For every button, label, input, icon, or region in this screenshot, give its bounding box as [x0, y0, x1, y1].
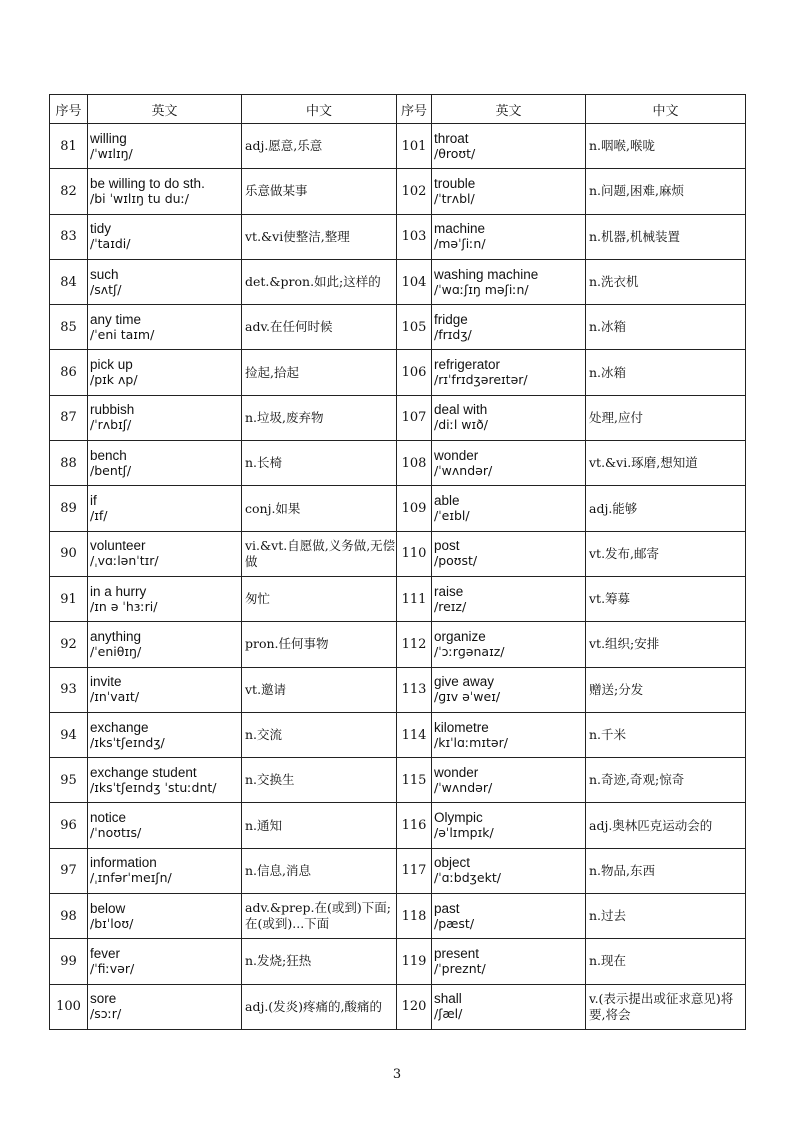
entry-word: rubbish — [90, 402, 135, 418]
entry-word: tidy — [90, 221, 112, 237]
entry-chinese: n.咽喉,喉咙 — [586, 124, 746, 169]
entry-number: 95 — [50, 758, 88, 803]
entry-english — [88, 259, 242, 304]
entry-number: 107 — [397, 395, 432, 440]
entry-phonetic: /ˈtrʌbl/ — [434, 190, 475, 206]
entry-english — [88, 214, 242, 259]
entry-word: past — [434, 900, 460, 916]
entry-chinese: pron.任何事物 — [242, 622, 397, 667]
entry-chinese: n.垃圾,废弃物 — [242, 395, 397, 440]
table-row — [50, 758, 746, 803]
header-num-right: 序号 — [397, 95, 432, 124]
entry-number: 100 — [50, 984, 88, 1029]
entry-phonetic: /poʊst/ — [434, 553, 478, 569]
entry-english — [432, 758, 586, 803]
entry-number: 87 — [50, 395, 88, 440]
entry-number: 99 — [50, 939, 88, 984]
entry-chinese: 乐意做某事 — [242, 169, 397, 214]
entry-chinese: adj.奥林匹克运动会的 — [586, 803, 746, 848]
entry-phonetic: /ˈrʌbɪʃ/ — [90, 417, 132, 433]
entry-english — [432, 214, 586, 259]
entry-chinese: n.现在 — [586, 939, 746, 984]
table-row — [50, 169, 746, 214]
entry-phonetic: /rɪˈfrɪdʒəreɪtər/ — [434, 372, 528, 388]
entry-chinese: n.发烧;狂热 — [242, 939, 397, 984]
entry-chinese: vi.&vt.自愿做,义务做,无偿做 — [242, 531, 397, 576]
entry-number: 82 — [50, 169, 88, 214]
entry-phonetic: /sɔːr/ — [90, 1006, 122, 1022]
entry-chinese: n.冰箱 — [586, 350, 746, 395]
header-english-left: 英文 — [88, 95, 242, 124]
table-row — [50, 305, 746, 350]
entry-word: any time — [90, 311, 142, 327]
entry-phonetic: /ˈnoʊtɪs/ — [90, 825, 142, 841]
entry-chinese: n.通知 — [242, 803, 397, 848]
entry-english — [88, 124, 242, 169]
entry-phonetic: /θroʊt/ — [434, 145, 476, 161]
entry-number: 97 — [50, 848, 88, 893]
entry-word: present — [434, 945, 480, 961]
entry-phonetic: /ˌɪnfərˈmeɪʃn/ — [90, 870, 172, 886]
entry-chinese: 处理,应付 — [586, 395, 746, 440]
entry-word: kilometre — [434, 719, 489, 735]
entry-chinese: adv.&prep.在(或到)下面;在(或到)...下面 — [242, 894, 397, 939]
entry-phonetic: /frɪdʒ/ — [434, 326, 472, 342]
entry-number: 85 — [50, 305, 88, 350]
table-row — [50, 124, 746, 169]
entry-english — [432, 894, 586, 939]
entry-english — [432, 169, 586, 214]
entry-chinese: n.长椅 — [242, 441, 397, 486]
entry-number: 115 — [397, 758, 432, 803]
entry-word: give away — [434, 674, 495, 690]
entry-chinese: vt.&vi.琢磨,想知道 — [586, 441, 746, 486]
table-row — [50, 259, 746, 304]
entry-word: trouble — [434, 175, 476, 191]
entry-phonetic: /reɪz/ — [434, 598, 467, 614]
entry-word: object — [434, 855, 471, 871]
table-row — [50, 441, 746, 486]
entry-word: machine — [434, 221, 486, 237]
entry-english — [432, 486, 586, 531]
entry-phonetic: /ˈɔːrɡənaɪz/ — [434, 643, 505, 659]
entry-chinese: vt.筹募 — [586, 576, 746, 621]
entry-word: pick up — [90, 357, 133, 373]
entry-chinese: adj.(发炎)疼痛的,酸痛的 — [242, 984, 397, 1029]
entry-english — [432, 531, 586, 576]
entry-word: sore — [90, 991, 117, 1007]
entry-chinese: n.机器,机械装置 — [586, 214, 746, 259]
entry-english — [432, 803, 586, 848]
entry-chinese: n.过去 — [586, 894, 746, 939]
entry-chinese: n.信息,消息 — [242, 848, 397, 893]
table-row — [50, 576, 746, 621]
entry-chinese: n.物品,东西 — [586, 848, 746, 893]
entry-phonetic: /ʃæl/ — [434, 1006, 463, 1022]
table-row — [50, 803, 746, 848]
entry-word: invite — [90, 674, 122, 690]
entry-number: 112 — [397, 622, 432, 667]
entry-number: 117 — [397, 848, 432, 893]
entry-phonetic: /məˈʃiːn/ — [434, 236, 486, 252]
entry-number: 89 — [50, 486, 88, 531]
entry-english — [88, 712, 242, 757]
entry-number: 120 — [397, 984, 432, 1029]
page-number: 3 — [392, 1067, 402, 1082]
entry-english — [432, 984, 586, 1029]
entry-english — [432, 622, 586, 667]
entry-phonetic: /əˈlɪmpɪk/ — [434, 825, 494, 841]
entry-chinese: v.(表示提出或征求意见)将要,将会 — [586, 984, 746, 1029]
entry-chinese: adv.在任何时候 — [242, 305, 397, 350]
entry-word: exchange — [90, 719, 149, 735]
entry-phonetic: /pɪk ʌp/ — [90, 372, 138, 388]
entry-chinese: vt.邀请 — [242, 667, 397, 712]
entry-word: washing machine — [434, 266, 539, 282]
entry-word: raise — [434, 583, 464, 599]
entry-number: 113 — [397, 667, 432, 712]
entry-english — [88, 350, 242, 395]
entry-word: wonder — [434, 447, 479, 463]
entry-word: able — [434, 493, 460, 509]
table-row — [50, 622, 746, 667]
entry-chinese: 捡起,拾起 — [242, 350, 397, 395]
table-row — [50, 395, 746, 440]
entry-word: willing — [90, 130, 127, 146]
table-row — [50, 531, 746, 576]
entry-phonetic: /diːl wɪð/ — [434, 417, 489, 433]
entry-phonetic: /ˈeniθɪŋ/ — [90, 643, 142, 659]
entry-word: notice — [90, 810, 127, 826]
entry-phonetic: /pæst/ — [434, 915, 475, 931]
entry-english — [432, 305, 586, 350]
entry-word: organize — [434, 628, 486, 644]
entry-chinese: adj.能够 — [586, 486, 746, 531]
entry-phonetic: /ˈwʌndər/ — [434, 779, 493, 795]
entry-english — [432, 848, 586, 893]
entry-english — [88, 486, 242, 531]
entry-english — [88, 939, 242, 984]
entry-english — [432, 350, 586, 395]
entry-number: 116 — [397, 803, 432, 848]
table-row — [50, 214, 746, 259]
table-row — [50, 984, 746, 1029]
entry-phonetic: /ɪksˈtʃeɪndʒ/ — [90, 734, 165, 750]
entry-english — [432, 576, 586, 621]
entry-word: fridge — [434, 311, 468, 327]
entry-phonetic: /ˈwʌndər/ — [434, 462, 493, 478]
entry-phonetic: /ˈeni taɪm/ — [90, 326, 155, 342]
entry-phonetic: /sʌtʃ/ — [90, 281, 122, 297]
entry-english — [88, 803, 242, 848]
entry-english — [88, 667, 242, 712]
table-row — [50, 486, 746, 531]
entry-chinese: n.千米 — [586, 712, 746, 757]
entry-word: Olympic — [434, 810, 483, 826]
entry-number: 101 — [397, 124, 432, 169]
entry-phonetic: /ˈfiːvər/ — [90, 960, 135, 976]
entry-phonetic: /ɪksˈtʃeɪndʒ ˈstuːdnt/ — [90, 779, 217, 795]
entry-chinese: det.&pron.如此;这样的 — [242, 259, 397, 304]
entry-english — [88, 894, 242, 939]
entry-word: volunteer — [90, 538, 146, 554]
entry-chinese: adj.愿意,乐意 — [242, 124, 397, 169]
entry-number: 92 — [50, 622, 88, 667]
entry-word: refrigerator — [434, 357, 501, 373]
entry-phonetic: /kɪˈlɑːmɪtər/ — [434, 734, 508, 750]
entry-word: in a hurry — [90, 583, 147, 599]
vocabulary-table — [49, 94, 746, 1030]
entry-word: below — [90, 900, 126, 916]
entry-phonetic: /ˌvɑːlənˈtɪr/ — [90, 553, 159, 569]
entry-chinese: n.问题,困难,麻烦 — [586, 169, 746, 214]
entry-number: 93 — [50, 667, 88, 712]
entry-english — [88, 395, 242, 440]
entry-number: 119 — [397, 939, 432, 984]
entry-number: 83 — [50, 214, 88, 259]
header-english-right: 英文 — [432, 95, 586, 124]
entry-word: such — [90, 266, 119, 282]
entry-chinese: vt.发布,邮寄 — [586, 531, 746, 576]
entry-english — [88, 169, 242, 214]
entry-chinese: vt.&vi使整洁,整理 — [242, 214, 397, 259]
entry-chinese: n.冰箱 — [586, 305, 746, 350]
entry-number: 102 — [397, 169, 432, 214]
entry-word: be willing to do sth. — [90, 175, 205, 191]
entry-phonetic: /bɪˈloʊ/ — [90, 915, 134, 931]
entry-english — [432, 441, 586, 486]
entry-number: 94 — [50, 712, 88, 757]
entry-phonetic: /ɪnˈvaɪt/ — [90, 689, 140, 705]
table-row — [50, 350, 746, 395]
entry-word: shall — [434, 991, 462, 1007]
entry-phonetic: /bi ˈwɪlɪŋ tu duː/ — [90, 190, 189, 206]
entry-chinese: n.奇迹,奇观;惊奇 — [586, 758, 746, 803]
entry-english — [432, 667, 586, 712]
entry-number: 110 — [397, 531, 432, 576]
entry-word: post — [434, 538, 460, 554]
header-chinese-right: 中文 — [586, 95, 746, 124]
entry-number: 105 — [397, 305, 432, 350]
entry-chinese: n.交流 — [242, 712, 397, 757]
table-row — [50, 712, 746, 757]
entry-phonetic: /ɡɪv əˈweɪ/ — [434, 689, 501, 705]
table-row — [50, 848, 746, 893]
entry-english — [432, 939, 586, 984]
entry-phonetic: /ˈtaɪdi/ — [90, 236, 131, 252]
entry-phonetic: /bentʃ/ — [90, 462, 132, 478]
entry-chinese: conj.如果 — [242, 486, 397, 531]
entry-word: fever — [90, 945, 121, 961]
entry-phonetic: /ˈpreznt/ — [434, 960, 486, 976]
entry-word: anything — [90, 628, 142, 644]
entry-number: 86 — [50, 350, 88, 395]
entry-chinese: n.交换生 — [242, 758, 397, 803]
header-num-left: 序号 — [50, 95, 88, 124]
table-row — [50, 667, 746, 712]
entry-number: 108 — [397, 441, 432, 486]
entry-number: 84 — [50, 259, 88, 304]
table-row — [50, 894, 746, 939]
entry-word: exchange student — [90, 764, 197, 780]
entry-word: if — [90, 493, 97, 509]
entry-number: 98 — [50, 894, 88, 939]
entry-number: 118 — [397, 894, 432, 939]
entry-chinese: n.洗衣机 — [586, 259, 746, 304]
entry-english — [432, 395, 586, 440]
entry-english — [88, 576, 242, 621]
entry-phonetic: /ˈwɪlɪŋ/ — [90, 145, 133, 161]
entry-number: 90 — [50, 531, 88, 576]
entry-english — [432, 124, 586, 169]
entry-word: deal with — [434, 402, 488, 418]
entry-number: 103 — [397, 214, 432, 259]
entry-chinese: 赠送;分发 — [586, 667, 746, 712]
entry-number: 96 — [50, 803, 88, 848]
entry-number: 81 — [50, 124, 88, 169]
entry-word: throat — [434, 130, 469, 146]
entry-word: information — [90, 855, 157, 871]
entry-number: 104 — [397, 259, 432, 304]
entry-english — [88, 531, 242, 576]
entry-number: 91 — [50, 576, 88, 621]
entry-english — [88, 848, 242, 893]
entry-word: wonder — [434, 764, 479, 780]
entry-number: 109 — [397, 486, 432, 531]
entry-number: 106 — [397, 350, 432, 395]
entry-phonetic: /ˈwɑːʃɪŋ məʃiːn/ — [434, 281, 529, 297]
entry-number: 111 — [397, 576, 432, 621]
entry-english — [88, 305, 242, 350]
entry-phonetic: /ɪn ə ˈhɜːri/ — [90, 598, 158, 614]
header-row — [50, 95, 746, 124]
entry-english — [88, 758, 242, 803]
entry-english — [432, 712, 586, 757]
entry-number: 88 — [50, 441, 88, 486]
entry-english — [88, 622, 242, 667]
entry-word: bench — [90, 447, 127, 463]
entry-number: 114 — [397, 712, 432, 757]
entry-phonetic: /ɪf/ — [90, 508, 108, 524]
entry-english — [88, 984, 242, 1029]
entry-chinese: vt.组织;安排 — [586, 622, 746, 667]
entry-phonetic: /ˈeɪbl/ — [434, 508, 470, 524]
entry-chinese: 匆忙 — [242, 576, 397, 621]
entry-english — [88, 441, 242, 486]
table-row — [50, 939, 746, 984]
entry-phonetic: /ˈɑːbdʒekt/ — [434, 870, 501, 886]
header-chinese-left: 中文 — [242, 95, 397, 124]
entry-english — [432, 259, 586, 304]
